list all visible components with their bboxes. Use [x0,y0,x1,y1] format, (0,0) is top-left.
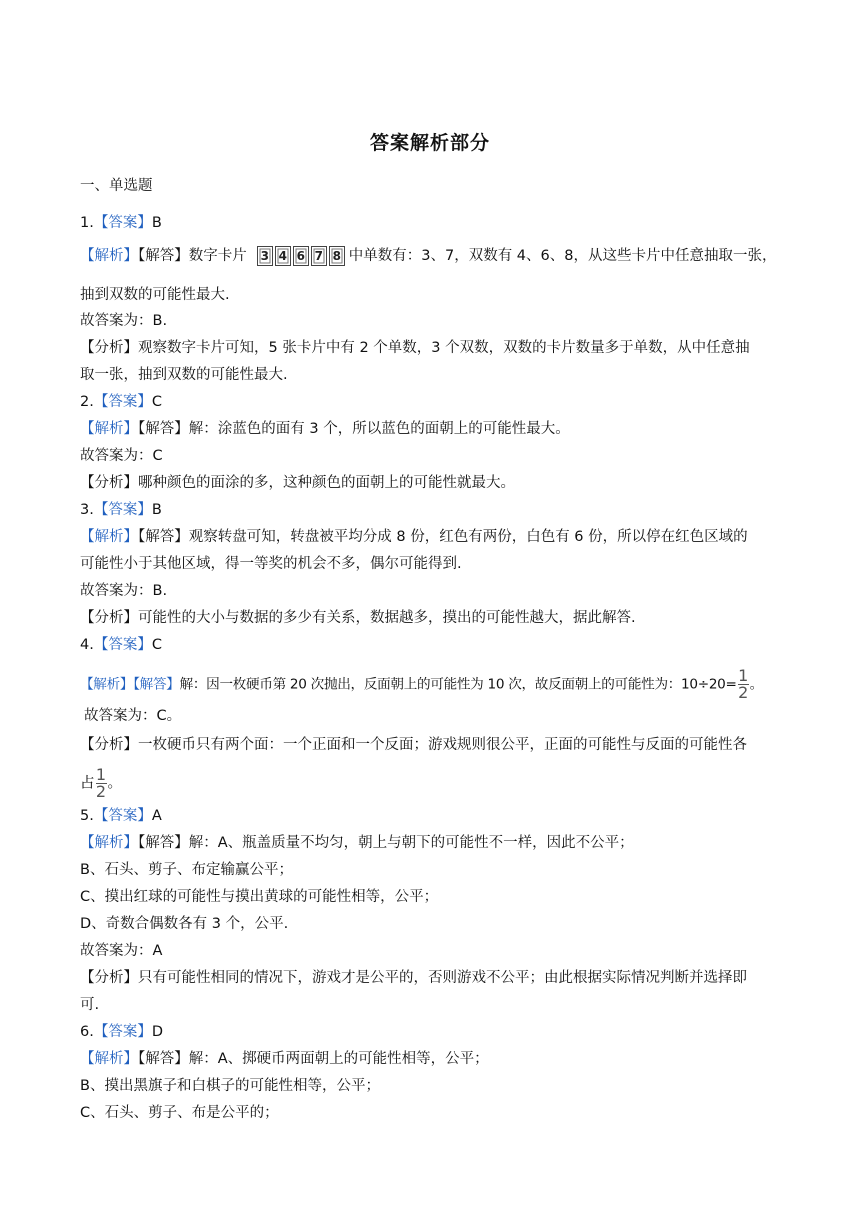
q3-fenxi-line [80,608,780,628]
q2-answer-line [80,392,780,412]
q4-fenxi-b-line [80,765,780,801]
jiexi-tag: 【解析】 [80,1051,138,1067]
q3-gda: 故答案为：B. [80,583,168,599]
q2-fenxi-line [80,473,780,493]
q1-fenxi-a: 观察数字卡片可知，5 张卡片中有 2 个单数，3 个双数，双数的卡片数量多于单数，从中任意抽 [138,340,750,356]
fraction-one-half [95,765,107,801]
q3-jiexi-b: 可能性小于其他区域，得一等奖的机会不多，偶尔可能得到. [80,556,462,572]
jiexi-tag: 【解析】 [80,529,138,545]
number-card: 8 [329,246,345,266]
jiexi-tag: 【解析】 [80,835,138,851]
q1-jiexi-line [80,246,780,266]
jieda-tag: 【解答】 [138,421,189,437]
q5-option-c: C、摸出红球的可能性与摸出黄球的可能性相等，公平； [80,889,439,905]
jiexi-tag: 【解析】【解答】 [80,676,180,693]
jiexi-tag: 【解析】 [80,421,138,437]
q3-jiexi-line [80,527,780,547]
q5-fenxi-line [80,968,780,988]
section-heading: 一、单选题 [80,178,153,194]
answer-tag: 【答案】 [93,502,152,518]
q1-gda: 故答案为：B. [80,313,168,329]
q1-jiexi-c: 抽到双数的可能性最大. [80,287,230,303]
q4-jiexi-line [80,666,780,702]
q4-jiexi-end: 。 [749,676,763,693]
q5-option-d: D、奇数合偶数各有 3 个，公平. [80,916,289,932]
q1-answer-line [80,213,780,233]
q1-fenxi-b: 取一张，抽到双数的可能性最大. [80,367,288,383]
q4-fenxi-line [80,735,780,755]
fraction-denominator: 2 [95,782,107,801]
q5-answer: A [151,808,162,824]
q1-fenxi-line [80,338,780,358]
q2-gda: 故答案为：C [80,448,163,464]
q2-fenxi: 哪种颜色的面涂的多，这种颜色的面朝上的可能性就最大。 [138,475,515,491]
fraction-one-half [738,666,749,702]
q3-fenxi: 可能性的大小与数据的多少有关系，数据越多，摸出的可能性越大，据此解答. [138,610,636,626]
q2-answer: C [151,394,162,410]
q6-number: 6. [80,1024,94,1040]
fenxi-tag: 【分析】 [80,737,138,753]
fraction-denominator: 2 [738,683,749,702]
answer-tag: 【答案】 [93,808,152,824]
q5-option-b: B、石头、剪子、布定输赢公平； [80,862,293,878]
fraction-numerator: 1 [738,666,749,685]
q4-jiexi: 解：因一枚硬币第 20 次抛出，反面朝上的可能性为 10 次，故反面朝上的可能性为：10÷20= [179,676,737,693]
number-card: 6 [293,246,309,266]
jieda-tag: 【解答】 [138,248,189,264]
q1-jiexi-a: 数字卡片 [188,248,247,264]
q3-answer: B [151,502,162,518]
q5-fenxi-b: 可. [80,997,100,1013]
answer-tag: 【答案】 [93,1024,152,1040]
q3-number: 3. [80,502,94,518]
number-card: 3 [257,246,273,266]
q4-gda: 故答案为：C。 [84,708,182,724]
q6-option-b: B、摸出黑旗子和白棋子的可能性相等，公平； [80,1078,380,1094]
number-card: 7 [311,246,327,266]
answer-tag: 【答案】 [93,215,152,231]
fenxi-tag: 【分析】 [80,610,138,626]
answer-tag: 【答案】 [93,637,152,653]
number-card: 4 [275,246,291,266]
number-cards-image [257,246,345,266]
q5-gda: 故答案为：A [80,943,163,959]
q3-answer-line [80,500,780,520]
q5-fenxi-a: 只有可能性相同的情况下，游戏才是公平的，否则游戏不公平；由此根据实际情况判断并选择即 [138,970,747,986]
q6-option-c: C、石头、剪子、布是公平的； [80,1105,279,1121]
q2-jiexi: 解：涂蓝色的面有 3 个，所以蓝色的面朝上的可能性最大。 [188,421,570,437]
q2-jiexi-line [80,419,780,439]
fenxi-tag: 【分析】 [80,475,138,491]
page-title: 答案解析部分 [369,132,490,154]
q1-answer: B [151,215,162,231]
q5-number: 5. [80,808,94,824]
q3-jiexi-a: 观察转盘可知，转盘被平均分成 8 份，红色有两份，白色有 6 份，所以停在红色区域的 [188,529,748,545]
q5-jiexi-line [80,833,780,853]
answer-tag: 【答案】 [93,394,152,410]
q5-answer-line [80,806,780,826]
q4-fenxi-b2: 。 [107,775,122,792]
jieda-tag: 【解答】 [138,835,189,851]
jieda-tag: 【解答】 [138,1051,189,1067]
q1-number: 1. [80,215,94,231]
jiexi-tag: 【解析】 [80,248,138,264]
q6-answer: D [151,1024,164,1040]
fenxi-tag: 【分析】 [80,970,138,986]
q4-fenxi-b1: 占 [80,775,95,792]
jieda-tag: 【解答】 [138,529,189,545]
q5-jiexi: 解：A、瓶盖质量不均匀，朝上与朝下的可能性不一样，因此不公平； [188,835,634,851]
q6-answer-line [80,1022,780,1042]
q6-jiexi: 解：A、掷硬币两面朝上的可能性相等，公平； [188,1051,489,1067]
q4-number: 4. [80,637,94,653]
q1-jiexi-b: 中单数有：3、7，双数有 4、6、8，从这些卡片中任意抽取一张， [348,248,777,264]
q4-answer: C [151,637,162,653]
fenxi-tag: 【分析】 [80,340,138,356]
q4-answer-line [80,635,780,655]
q6-jiexi-line [80,1049,780,1069]
q4-fenxi-a: 一枚硬币只有两个面：一个正面和一个反面；游戏规则很公平，正面的可能性与反面的可能性各 [138,737,747,753]
q2-number: 2. [80,394,94,410]
fraction-numerator: 1 [95,765,107,784]
